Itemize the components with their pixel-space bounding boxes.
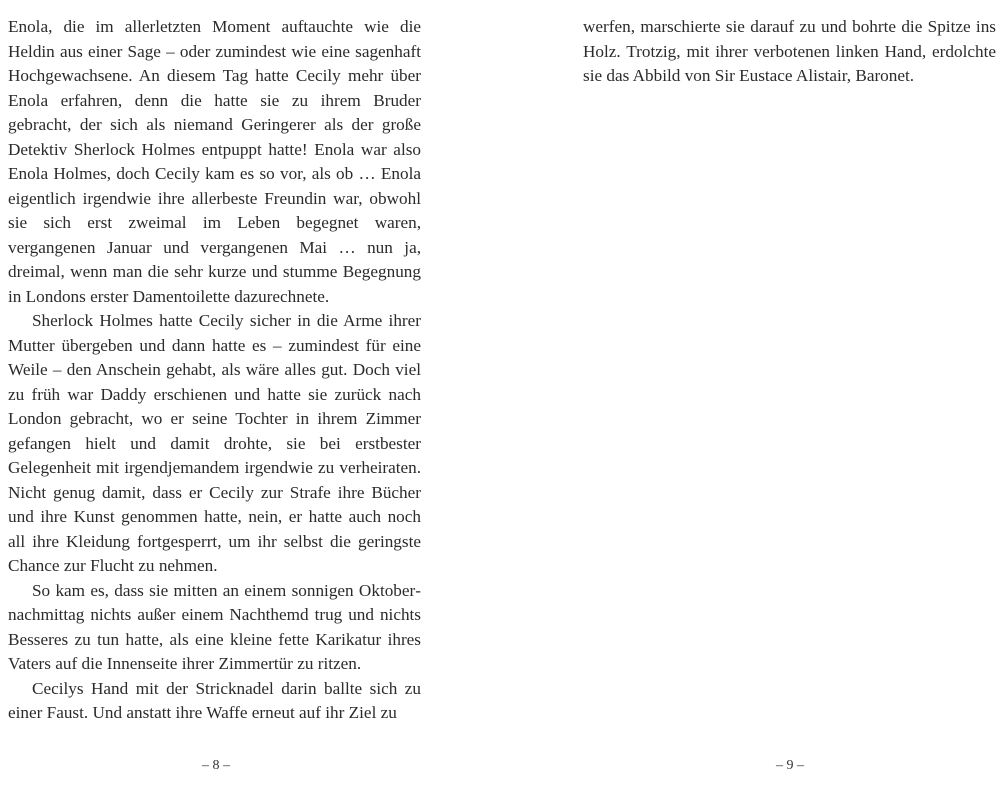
paragraph: Enola, die im allerletzten Moment auftauchte wie die Heldin aus einer Sage – oder zumindest wie eine sagenhaft Hochgewachsene. An diesem Tag hatte Cecily mehr über Enola erfahren, denn die hatte sie zu ihrem Bruder gebracht, der sich als niemand Geringerer als der große Detektiv Sherlock Holmes entpuppt hatte! Enola war also Enola Holmes, doch Cecily kam es so vor, als ob … Enola eigentlich irgendwie ihre allerbeste Freundin war, obwohl sie sich erst zweimal im Leben begegnet waren, vergangenen Januar und vergangenen Mai … nun ja, dreimal, wenn man die sehr kurze und stumme Begegnung in Londons erster Damentoilette dazurechnete. xyxy=(8,17,421,306)
paragraph: Sherlock Holmes hatte Cecily sicher in die Arme ihrer Mutter übergeben und dann hatte es – zumindest für eine Weile – den Anschein gehabt, als wäre alles gut. Doch viel zu früh war Daddy erschienen und hatte sie zurück nach London gebracht, wo er seine Tochter in ihrem Zimmer gefangen hielt und damit drohte, sie bei erstbester Gelegenheit mit irgendjemandem irgendwie zu verheiraten. Nicht genug damit, dass er Cecily zur Strafe ihre Bücher und ihre Kunst genommen hatte, nein, er hatte auch noch all ihre Kleidung fortgesperrt, um ihr selbst die geringste Chance zur Flucht zu nehmen. xyxy=(8,311,421,575)
right-page xyxy=(500,0,1000,800)
paragraph: Cecilys Hand mit der Stricknadel darin ballte sich zu einer Faust. Und anstatt ihre Waffe erneut auf ihr Ziel zu xyxy=(8,678,421,722)
right-page-text xyxy=(583,15,996,89)
paragraph: So kam es, dass sie mitten an einem sonnigen Oktobernachmittag nichts außer einem Nachthemd trug und nichts Besseres zu tun hatte, als eine kleine fette Karikatur ihres Vaters auf die Innenseite ihrer Zimmertür zu ritzen. xyxy=(8,580,421,673)
page-number-right: – 9 – xyxy=(776,758,804,773)
left-page-text xyxy=(8,15,421,726)
paragraph: werfen, marschierte sie darauf zu und bohrte die Spitze ins Holz. Trotzig, mit ihrer verbotenen linken Hand, erdolchte sie das Abbild von Sir Eustace Alistair, Baronet. xyxy=(583,17,996,85)
page-number-left: – 8 – xyxy=(202,758,230,773)
